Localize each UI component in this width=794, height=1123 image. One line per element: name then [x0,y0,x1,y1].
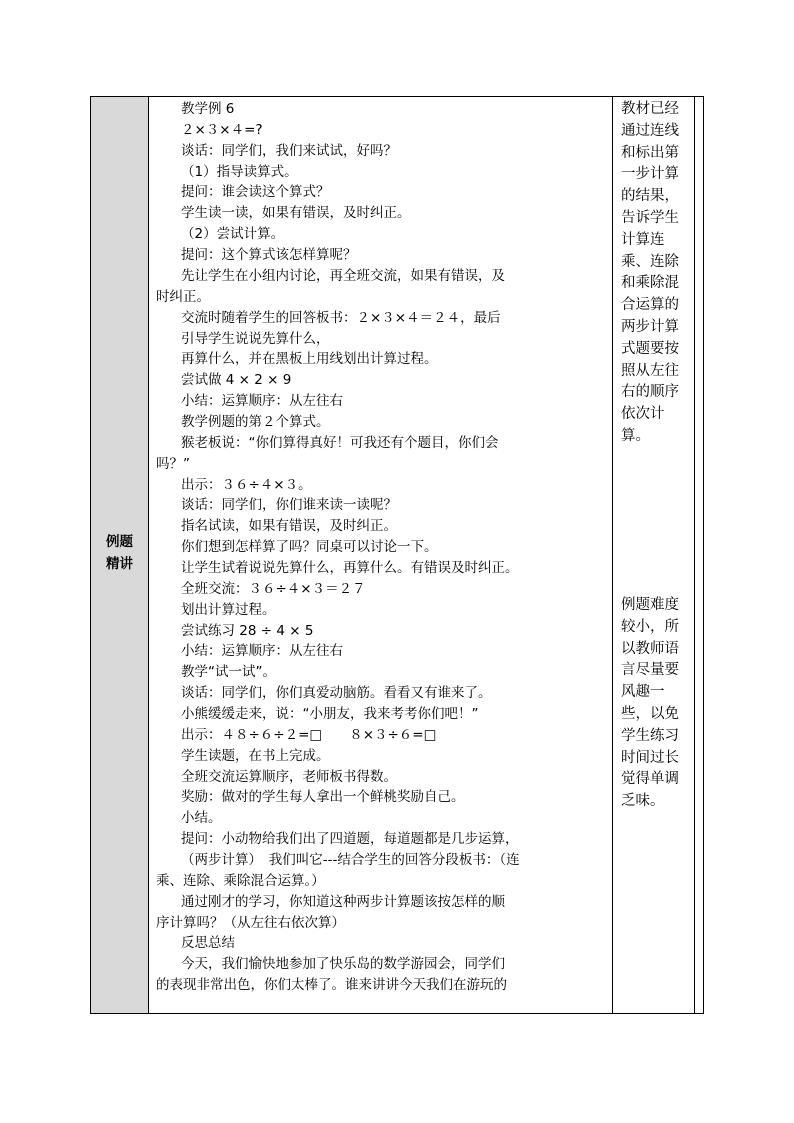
lesson-line: 乘、连除、乘除混合运算。） [156,872,325,889]
lesson-line: 谈话：同学们，你们谁来读一读呢？ [181,497,397,514]
section-label-line: 精讲 [106,556,133,572]
lesson-line: 引导学生说说先算什么， [181,330,330,347]
section-label [91,531,148,575]
lesson-line: 的表现非常出色，你们太棒了。谁来讲讲今天我们在游玩的 [156,977,507,994]
lesson-line: 划出计算过程。 [181,601,276,618]
lesson-line: 让学生试着说说先算什么，再算什么。有错误及时纠正。 [181,559,519,576]
lesson-line: 今天，我们愉快地参加了快乐岛的数学游园会，同学们 [181,956,505,973]
lesson-line: 教学例 6 [181,101,235,117]
lesson-line: 谈话：同学们，我们来试试，好吗？ [181,142,397,159]
lesson-line: 提问：这个算式该怎样算呢？ [181,247,357,263]
lesson-line: 提问：谁会读这个算式？ [181,184,330,201]
lesson-line: 小熊缓缓走来，说：“小朋友，我来考考你们吧！” [181,705,479,722]
lesson-line: 时纠正。 [156,288,210,305]
notes-cell [613,97,695,1013]
lesson-line: 全班交流运算顺序，老师板书得数。 [181,768,397,785]
section-label-cell [91,97,149,1013]
lesson-line: 指名试读，如果有错误，及时纠正。 [181,518,397,535]
lesson-line: 学生读题，在书上完成。 [181,747,330,764]
lesson-line: 教学“试一试”。 [181,664,276,681]
lesson-line: 猴老板说：“你们算得真好！可我还有个题目，你们会 [181,434,499,451]
lesson-line: （2）尝试计算。 [181,226,285,243]
lesson-line: 学生读一读，如果有错误，及时纠正。 [181,205,411,222]
lesson-line: 你们想到怎样算了吗？同桌可以讨论一下。 [181,539,438,556]
lesson-line: 出示：３６÷４×３。 [181,476,312,493]
lesson-line: 小结：运算顺序：从左往右 [181,643,343,660]
lesson-line: 提问：小动物给我们出了四道题，每道题都是几步运算， [181,831,519,848]
lesson-line: 尝试练习 28 ÷ 4 × 5 [181,622,314,639]
lesson-line: 出示：４８÷６÷２=□ ８×３÷６=□ [181,726,437,743]
section-label-line: 例题 [106,534,133,550]
lesson-line: 再算什么，并在黑板上用线划出计算过程。 [181,351,438,368]
lesson-line: 教学例题的第２个算式。 [181,413,330,430]
lesson-line: 吗？” [156,455,190,472]
empty-cell [695,97,703,1013]
lesson-line: 小结。 [181,810,222,827]
design-note: 教材已经通过连线和标出第一步计算的结果，告诉学生计算连乘、连除和乘除混合运算的两步计算式题要按照从左往右的顺序依次计算。 [621,101,679,444]
lesson-table [90,96,704,1014]
lesson-line: （1）指导读算式。 [181,163,298,180]
lesson-line: 尝试做 4 × 2 × 9 [181,372,292,389]
lesson-line: 全班交流：３６÷４×３＝２７ [181,580,366,597]
lesson-content-cell [149,97,613,1013]
lesson-line: 交流时随着学生的回答板书：２×３×４＝２４，最后 [181,309,501,326]
lesson-line: 序计算吗？（从左往右依次算） [156,914,345,931]
lesson-line: 奖励：做对的学生每人拿出一个鲜桃奖励自己。 [181,789,465,806]
lesson-line: 先让学生在小组内讨论，再全班交流，如果有错误，及 [181,267,505,284]
lesson-line: 小结：运算顺序：从左往右 [181,393,343,409]
lesson-line: 谈话：同学们，你们真爱动脑筋。看看又有谁来了。 [181,685,492,702]
lesson-line: （两步计算） 我们叫它---结合学生的回答分段板书：（连 [181,852,520,868]
lesson-line: 反思总结 [181,935,235,952]
lesson-line: 通过刚才的学习，你知道这种两步计算题该按怎样的顺 [181,893,505,910]
lesson-line: ２×３×４=? [181,121,263,138]
design-note: 例题难度较小，所以教师语言尽量要风趣一些，以免学生练习时间过长觉得单调乏味。 [621,597,679,810]
